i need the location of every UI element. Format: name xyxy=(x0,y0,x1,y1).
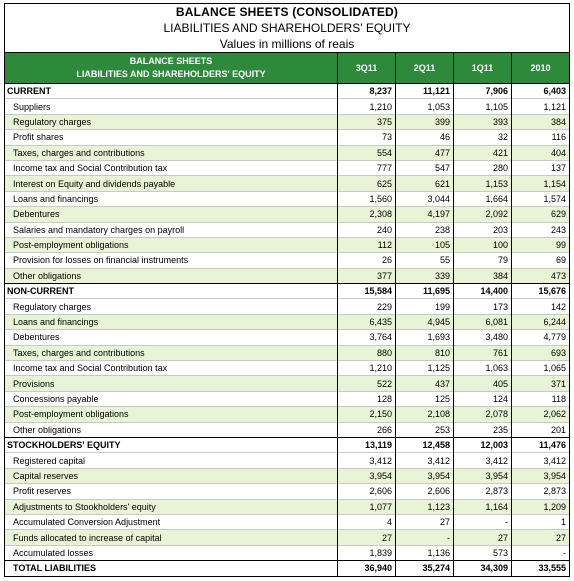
table-header-row xyxy=(5,53,570,84)
table-row xyxy=(5,268,570,283)
row-label: Capital reserves xyxy=(5,468,338,483)
document-title: BALANCE SHEETS (CONSOLIDATED) xyxy=(175,5,399,19)
row-value: 1,574 xyxy=(512,191,570,206)
row-label: Registered capital xyxy=(5,453,338,468)
row-value: 3,954 xyxy=(454,468,512,483)
row-value: 112 xyxy=(338,237,396,252)
table-row xyxy=(5,207,570,222)
row-value: 3,954 xyxy=(338,468,396,483)
row-value: 2,150 xyxy=(338,407,396,422)
row-value: 240 xyxy=(338,222,396,237)
row-value: 1,839 xyxy=(338,545,396,560)
table-row xyxy=(5,499,570,514)
row-value: 6,244 xyxy=(512,314,570,329)
row-value: 69 xyxy=(512,253,570,268)
row-label: Debentures xyxy=(5,207,338,222)
row-label: Provisions xyxy=(5,376,338,391)
row-value: 229 xyxy=(338,299,396,314)
row-value: 27 xyxy=(512,530,570,545)
row-value: 280 xyxy=(454,160,512,175)
row-value: 32 xyxy=(454,130,512,145)
row-value: 2,308 xyxy=(338,207,396,222)
row-value: 100 xyxy=(454,237,512,252)
row-value: 4,197 xyxy=(396,207,454,222)
row-value: 11,476 xyxy=(512,437,570,452)
row-label: Post-employment obligations xyxy=(5,407,338,422)
row-value: 3,764 xyxy=(338,330,396,345)
row-value: 1,693 xyxy=(396,330,454,345)
row-label: Profit reserves xyxy=(5,484,338,499)
row-value: 8,237 xyxy=(338,84,396,99)
table-row xyxy=(5,130,570,145)
row-value: 1,560 xyxy=(338,191,396,206)
row-value: 437 xyxy=(396,376,454,391)
table-row xyxy=(5,176,570,191)
row-value: 393 xyxy=(454,114,512,129)
row-value: 2,873 xyxy=(512,484,570,499)
table-row xyxy=(5,514,570,529)
table-row xyxy=(5,545,570,560)
table-body xyxy=(5,84,570,577)
row-value: 128 xyxy=(338,391,396,406)
row-value: 3,412 xyxy=(396,453,454,468)
row-value: 404 xyxy=(512,145,570,160)
table-row xyxy=(5,145,570,160)
row-label: Income tax and Social Contribution tax xyxy=(5,361,338,376)
row-value: - xyxy=(396,530,454,545)
row-value: 1,154 xyxy=(512,176,570,191)
row-value: 26 xyxy=(338,253,396,268)
row-value: 1,053 xyxy=(396,99,454,114)
section-row xyxy=(5,84,570,99)
row-value: 2,606 xyxy=(338,484,396,499)
row-value: 1,153 xyxy=(454,176,512,191)
row-label: Post-employment obligations xyxy=(5,237,338,252)
table-row xyxy=(5,314,570,329)
row-value: 547 xyxy=(396,160,454,175)
row-value: 142 xyxy=(512,299,570,314)
row-value: 405 xyxy=(454,376,512,391)
column-header-3q11: 3Q11 xyxy=(338,53,396,84)
row-value: 3,480 xyxy=(454,330,512,345)
row-value: 473 xyxy=(512,268,570,283)
row-label: Other obligations xyxy=(5,422,338,437)
row-value: 384 xyxy=(454,268,512,283)
row-value: 477 xyxy=(396,145,454,160)
row-value: - xyxy=(512,545,570,560)
row-value: 124 xyxy=(454,391,512,406)
row-value: 14,400 xyxy=(454,284,512,299)
table-row xyxy=(5,253,570,268)
row-value: 761 xyxy=(454,345,512,360)
row-value: 46 xyxy=(396,130,454,145)
row-value: 6,081 xyxy=(454,314,512,329)
row-value: 15,584 xyxy=(338,284,396,299)
row-value: 73 xyxy=(338,130,396,145)
row-label: Income tax and Social Contribution tax xyxy=(5,160,338,175)
row-value: 2,108 xyxy=(396,407,454,422)
table-row xyxy=(5,114,570,129)
table-row xyxy=(5,99,570,114)
row-value: 1 xyxy=(512,514,570,529)
row-value: 137 xyxy=(512,160,570,175)
row-value: 11,121 xyxy=(396,84,454,99)
row-value: 2,606 xyxy=(396,484,454,499)
header-label-line2: LIABILITIES AND SHAREHOLDERS' EQUITY xyxy=(76,69,266,79)
table-row xyxy=(5,453,570,468)
row-value: 12,458 xyxy=(396,437,454,452)
table-row xyxy=(5,376,570,391)
row-value: 573 xyxy=(454,545,512,560)
row-value: 2,092 xyxy=(454,207,512,222)
row-value: 4 xyxy=(338,514,396,529)
row-value: 7,906 xyxy=(454,84,512,99)
row-label: CURRENT xyxy=(5,84,338,99)
row-label: Concessions payable xyxy=(5,391,338,406)
document-subtitle: LIABILITIES AND SHAREHOLDERS' EQUITY xyxy=(163,21,411,35)
row-label: STOCKHOLDERS' EQUITY xyxy=(5,437,338,452)
row-value: 4,779 xyxy=(512,330,570,345)
row-label: Regulatory charges xyxy=(5,114,338,129)
row-value: 266 xyxy=(338,422,396,437)
balance-sheet xyxy=(4,3,570,577)
row-value: 1,210 xyxy=(338,99,396,114)
header-label-line1: BALANCE SHEETS xyxy=(129,56,213,66)
row-value: 3,412 xyxy=(512,453,570,468)
row-value: 1,065 xyxy=(512,361,570,376)
row-value: 629 xyxy=(512,207,570,222)
row-value: 12,003 xyxy=(454,437,512,452)
row-value: 421 xyxy=(454,145,512,160)
row-value: 116 xyxy=(512,130,570,145)
row-value: - xyxy=(454,514,512,529)
row-value: 1,210 xyxy=(338,361,396,376)
table-row xyxy=(5,530,570,545)
row-value: 1,123 xyxy=(396,499,454,514)
row-value: 1,077 xyxy=(338,499,396,514)
row-value: 3,412 xyxy=(454,453,512,468)
row-value: 1,164 xyxy=(454,499,512,514)
row-value: 201 xyxy=(512,422,570,437)
table-row xyxy=(5,191,570,206)
row-value: 1,125 xyxy=(396,361,454,376)
row-label: Loans and financings xyxy=(5,191,338,206)
row-value: 173 xyxy=(454,299,512,314)
table-row xyxy=(5,299,570,314)
row-value: 1,105 xyxy=(454,99,512,114)
table-row xyxy=(5,422,570,437)
row-label: Regulatory charges xyxy=(5,299,338,314)
row-value: 810 xyxy=(396,345,454,360)
row-label: Taxes, charges and contributions xyxy=(5,345,338,360)
row-value: 79 xyxy=(454,253,512,268)
row-label: Provision for losses on financial instruments xyxy=(5,253,338,268)
row-value: 203 xyxy=(454,222,512,237)
row-label: TOTAL LIABILITIES xyxy=(5,561,338,576)
row-value: 339 xyxy=(396,268,454,283)
row-value: 3,044 xyxy=(396,191,454,206)
row-value: 399 xyxy=(396,114,454,129)
row-label: Salaries and mandatory charges on payroll xyxy=(5,222,338,237)
row-value: 253 xyxy=(396,422,454,437)
title-block xyxy=(4,3,570,52)
row-label: Funds allocated to increase of capital xyxy=(5,530,338,545)
row-label: Taxes, charges and contributions xyxy=(5,145,338,160)
table-row xyxy=(5,361,570,376)
row-value: 2,873 xyxy=(454,484,512,499)
row-value: 27 xyxy=(396,514,454,529)
row-value: 554 xyxy=(338,145,396,160)
row-value: 777 xyxy=(338,160,396,175)
row-value: 13,119 xyxy=(338,437,396,452)
table-row xyxy=(5,391,570,406)
units-note: Values in millions of reais xyxy=(219,37,355,51)
row-value: 235 xyxy=(454,422,512,437)
row-value: 2,078 xyxy=(454,407,512,422)
table-row xyxy=(5,237,570,252)
row-value: 3,412 xyxy=(338,453,396,468)
table-row xyxy=(5,330,570,345)
row-value: 3,954 xyxy=(512,468,570,483)
column-header-2010: 2010 xyxy=(512,53,570,84)
row-label: Adjustments to Stookholders' equity xyxy=(5,499,338,514)
row-value: 27 xyxy=(338,530,396,545)
row-label: NON-CURRENT xyxy=(5,284,338,299)
row-label: Accumulated losses xyxy=(5,545,338,560)
table-row xyxy=(5,407,570,422)
section-row xyxy=(5,437,570,452)
row-value: 1,664 xyxy=(454,191,512,206)
row-value: 35,274 xyxy=(396,561,454,576)
section-row xyxy=(5,284,570,299)
row-value: 55 xyxy=(396,253,454,268)
row-value: 377 xyxy=(338,268,396,283)
row-value: 238 xyxy=(396,222,454,237)
table-row xyxy=(5,468,570,483)
row-value: 243 xyxy=(512,222,570,237)
row-value: 125 xyxy=(396,391,454,406)
row-value: 1,063 xyxy=(454,361,512,376)
table-row xyxy=(5,222,570,237)
total-row xyxy=(5,561,570,576)
row-label: Debentures xyxy=(5,330,338,345)
row-value: 15,676 xyxy=(512,284,570,299)
row-value: 625 xyxy=(338,176,396,191)
row-value: 522 xyxy=(338,376,396,391)
row-value: 384 xyxy=(512,114,570,129)
row-value: 118 xyxy=(512,391,570,406)
row-value: 34,309 xyxy=(454,561,512,576)
row-label: Profit shares xyxy=(5,130,338,145)
row-value: 1,136 xyxy=(396,545,454,560)
liabilities-table xyxy=(4,52,570,577)
row-value: 880 xyxy=(338,345,396,360)
row-value: 99 xyxy=(512,237,570,252)
row-value: 371 xyxy=(512,376,570,391)
row-value: 375 xyxy=(338,114,396,129)
row-value: 27 xyxy=(454,530,512,545)
row-value: 33,555 xyxy=(512,561,570,576)
row-value: 199 xyxy=(396,299,454,314)
row-value: 1,209 xyxy=(512,499,570,514)
row-value: 1,121 xyxy=(512,99,570,114)
row-label: Accumulated Conversion Adjustment xyxy=(5,514,338,529)
row-value: 4,945 xyxy=(396,314,454,329)
row-value: 621 xyxy=(396,176,454,191)
row-label: Suppliers xyxy=(5,99,338,114)
column-header-1q11: 1Q11 xyxy=(454,53,512,84)
row-value: 3,954 xyxy=(396,468,454,483)
row-label: Other obligations xyxy=(5,268,338,283)
row-value: 105 xyxy=(396,237,454,252)
row-value: 36,940 xyxy=(338,561,396,576)
table-row xyxy=(5,160,570,175)
row-value: 2,062 xyxy=(512,407,570,422)
table-row xyxy=(5,484,570,499)
table-row xyxy=(5,345,570,360)
row-label: Interest on Equity and dividends payable xyxy=(5,176,338,191)
row-value: 6,435 xyxy=(338,314,396,329)
header-label-cell xyxy=(5,53,338,84)
row-value: 6,403 xyxy=(512,84,570,99)
row-value: 693 xyxy=(512,345,570,360)
row-label: Loans and financings xyxy=(5,314,338,329)
column-header-2q11: 2Q11 xyxy=(396,53,454,84)
row-value: 11,695 xyxy=(396,284,454,299)
